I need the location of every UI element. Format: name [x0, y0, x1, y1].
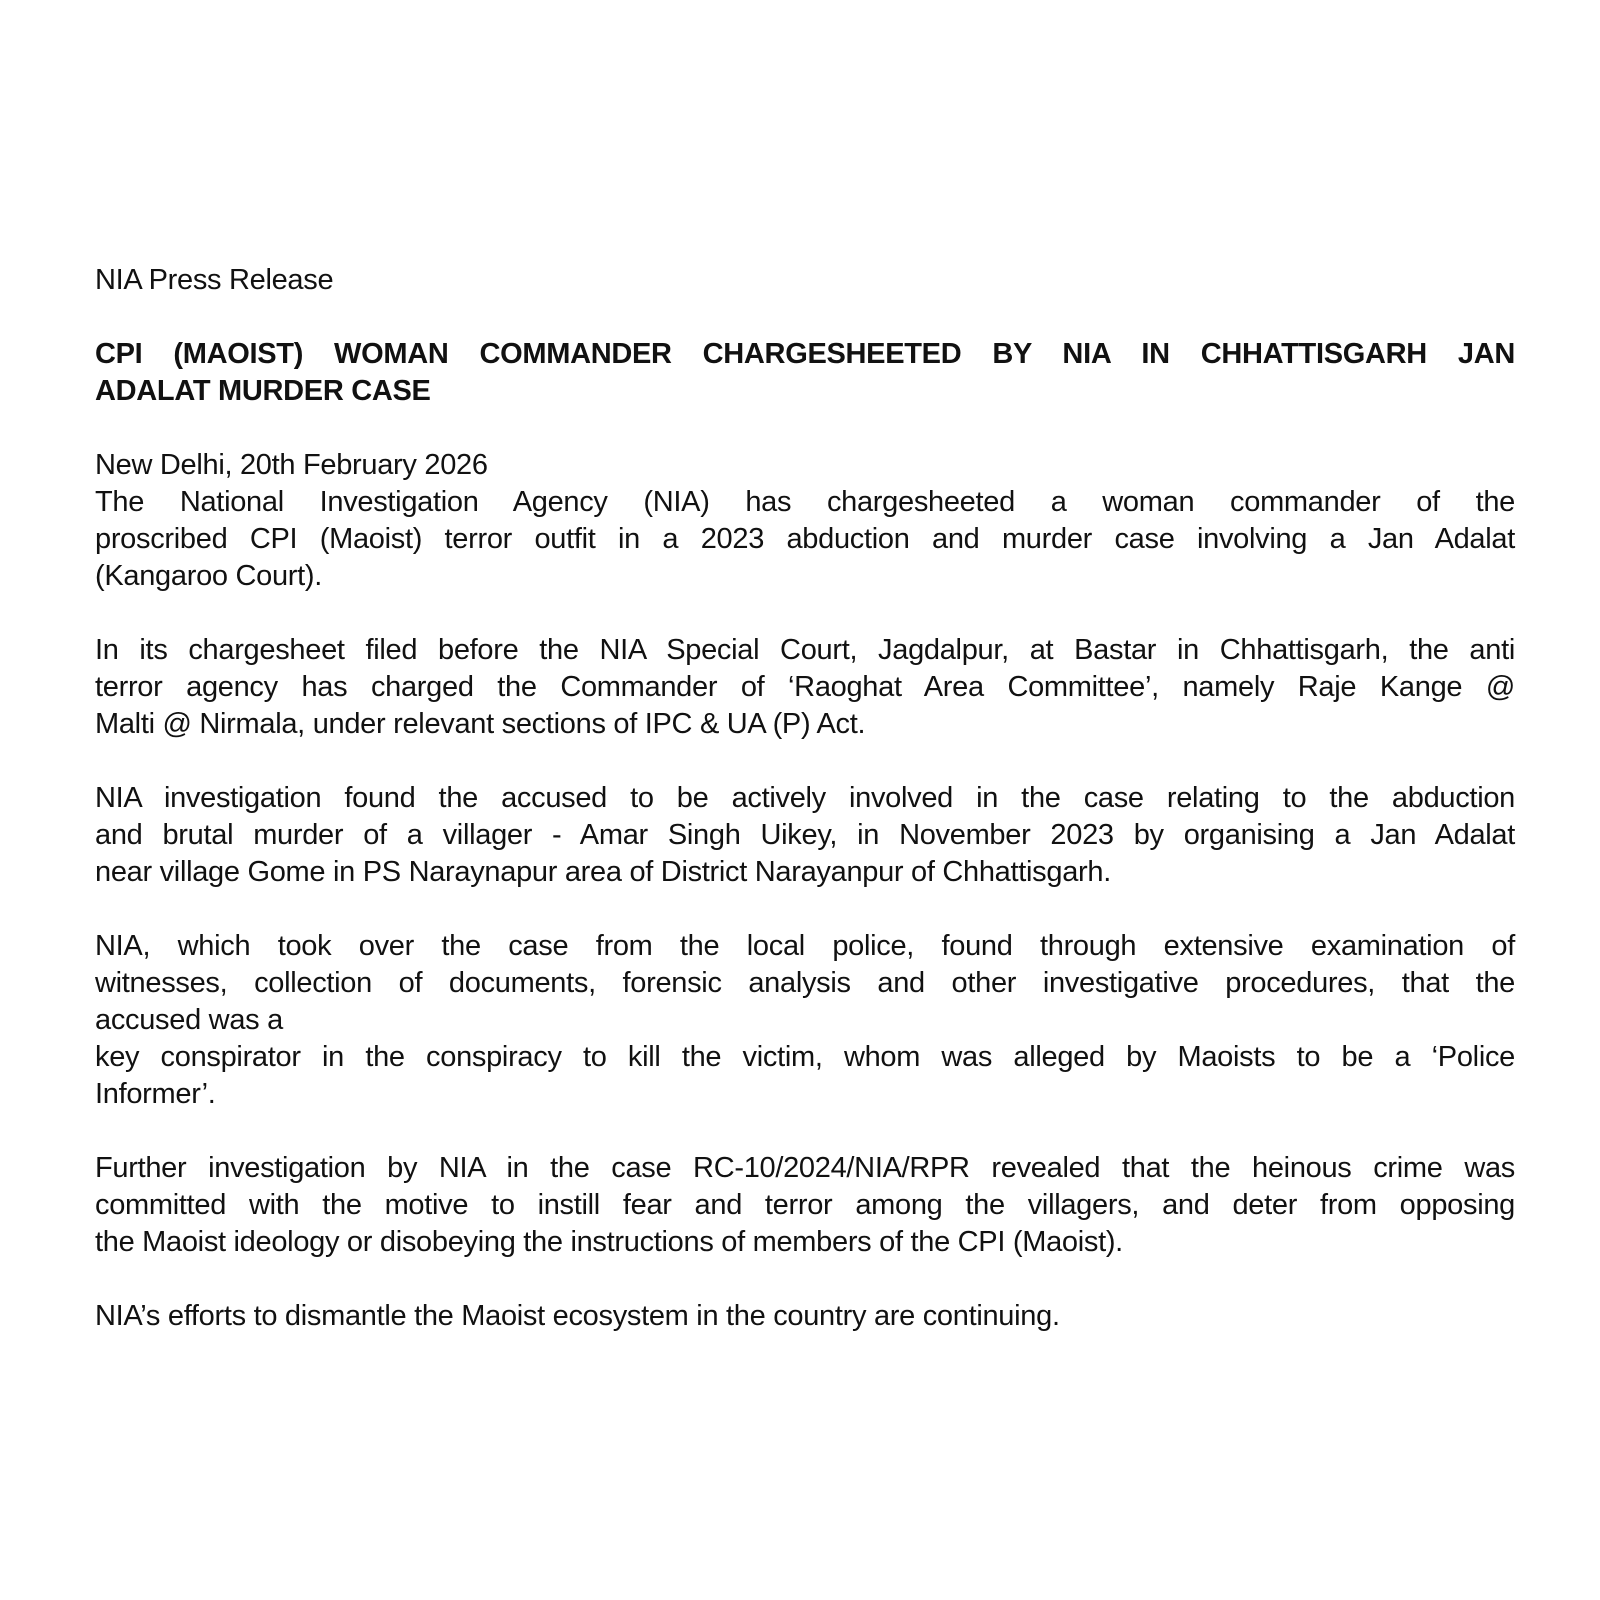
document-label [95, 262, 1515, 299]
paragraph-line: witnesses, collection of documents, forensic analysis and other investigative procedures, that the [95, 967, 1515, 999]
paragraph-motive [95, 1150, 1515, 1261]
paragraph-line: proscribed CPI (Maoist) terror outfit in a 2023 abduction and murder case involving a Jan Adalat [95, 523, 1515, 555]
dateline: New Delhi, 20th February 2026 [95, 449, 488, 481]
headline-line: ADALAT MURDER CASE [95, 375, 431, 407]
headline [95, 336, 1515, 410]
paragraph-line: terror agency has charged the Commander of ‘Raoghat Area Committee’, namely Raje Kange @ [95, 671, 1515, 703]
paragraph-intro [95, 447, 1515, 595]
paragraph-line: accused was a [95, 1004, 283, 1036]
paragraph-line: NIA, which took over the case from the local police, found through extensive examination of [95, 930, 1515, 962]
paragraph-line: The National Investigation Agency (NIA) has chargesheeted a woman commander of the [95, 486, 1515, 518]
paragraph-line: In its chargesheet filed before the NIA Special Court, Jagdalpur, at Bastar in Chhattisgarh, the anti [95, 634, 1515, 666]
paragraph-line: NIA investigation found the accused to be actively involved in the case relating to the abduction [95, 782, 1515, 814]
press-release-label: NIA Press Release [95, 264, 334, 296]
paragraph-closing [95, 1298, 1515, 1335]
headline-line: CPI (MAOIST) WOMAN COMMANDER CHARGESHEETED BY NIA IN CHHATTISGARH JAN [95, 338, 1515, 370]
paragraph-findings [95, 928, 1515, 1113]
paragraph-line: Informer’. [95, 1078, 216, 1110]
paragraph-line: (Kangaroo Court). [95, 560, 323, 592]
paragraph-line: the Maoist ideology or disobeying the instructions of members of the CPI (Maoist). [95, 1226, 1123, 1258]
paragraph-chargesheet [95, 632, 1515, 743]
paragraph-line: and brutal murder of a villager - Amar Singh Uikey, in November 2023 by organising a Jan Adalat [95, 819, 1515, 851]
paragraph-line: Further investigation by NIA in the case RC-10/2024/NIA/RPR revealed that the heinous crime was [95, 1152, 1515, 1184]
paragraph-line: near village Gome in PS Naraynapur area of District Narayanpur of Chhattisgarh. [95, 856, 1111, 888]
paragraph-investigation [95, 780, 1515, 891]
paragraph-line: NIA’s efforts to dismantle the Maoist ecosystem in the country are continuing. [95, 1300, 1060, 1332]
press-release-document [95, 262, 1515, 1372]
paragraph-line: committed with the motive to instill fear and terror among the villagers, and deter from opposing [95, 1189, 1515, 1221]
paragraph-line: Malti @ Nirmala, under relevant sections of IPC & UA (P) Act. [95, 708, 866, 740]
paragraph-line: key conspirator in the conspiracy to kill the victim, whom was alleged by Maoists to be a ‘Police [95, 1041, 1515, 1073]
